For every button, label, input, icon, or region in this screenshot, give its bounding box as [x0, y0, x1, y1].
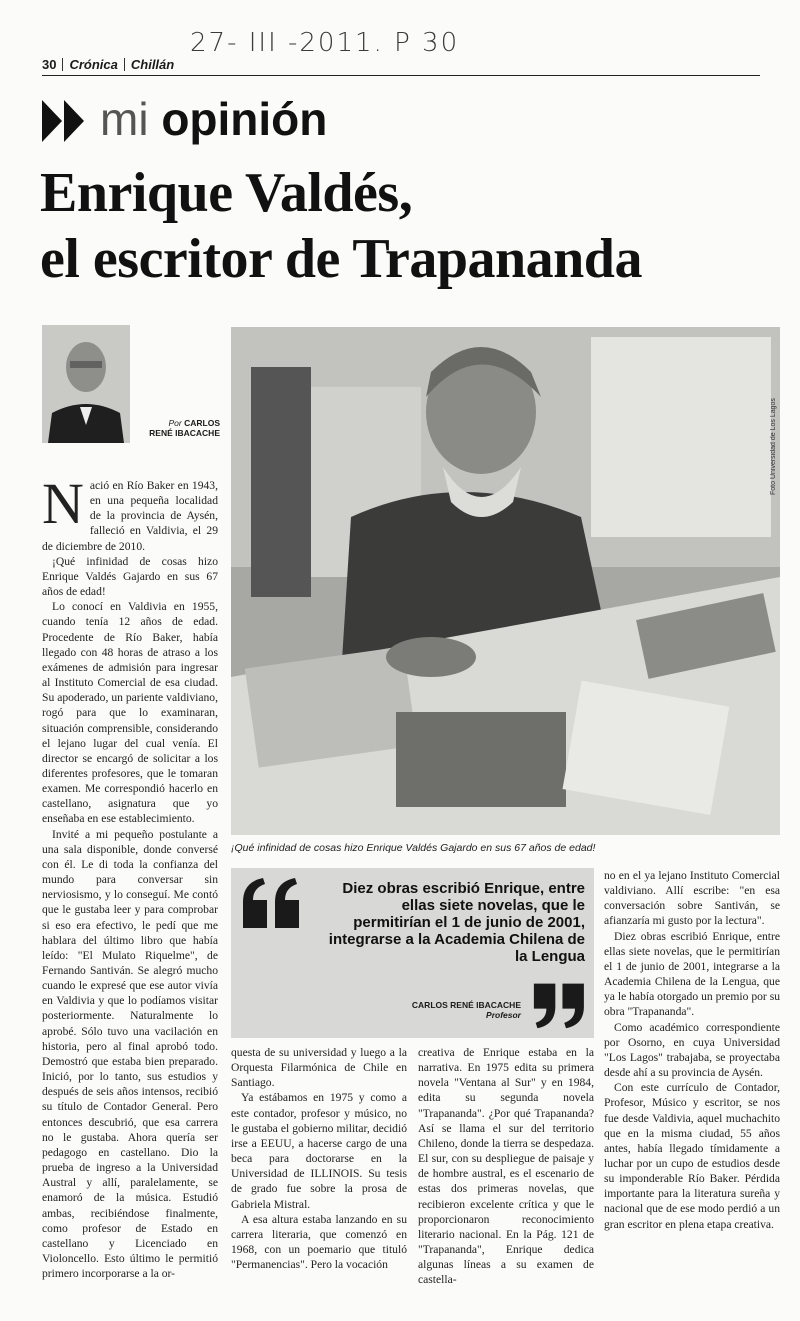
page-header: [42, 57, 174, 72]
open-quote-icon: [241, 876, 303, 937]
article-column-2: [231, 1045, 407, 1272]
paragraph-4: Con este currículo de Contador, Profesor, Músico y escritor, se nos fue desde Valdivia, aquel muchachito que en la misma ciudad, 55 años antes, había llegado tímidamente a luchar por un cupo de estudios desde su imponderable Río Baker. Pérdida importante para la literatura sureña y nacional que de ese modo perdió a un gran escritor en plena etapa creativa.: [604, 1081, 780, 1231]
quote-text: Diez obras escribió Enrique, entre ellas siete novelas, que le permitirían el 1 de junio de 2001, integrarse a la Academia Chilena de la Lengua: [328, 880, 585, 965]
paragraph-2: Diez obras escribió Enrique, entre ellas siete novelas, que le permitirían el 1 de junio de 2001, integrarse a la Academia Chilena de la Lengua, que ya le había otorgado un premio por su obra "Trapananda".: [604, 929, 780, 1019]
header-rule: [42, 75, 760, 76]
kicker-arrows-icon: [40, 96, 92, 151]
paragraph-2: ¡Qué infinidad de cosas hizo Enrique Valdés Gajardo en sus 67 años de edad!: [42, 554, 218, 599]
headline-line-1: Enrique Valdés,: [40, 162, 413, 224]
article-column-4: [604, 868, 780, 1232]
paragraph-2: Ya estábamos en 1975 y como a este contador, profesor y músico, no le gustaba el gobierno militar, decidió irse a EEUU, a hacerse cargo de una beca para doctorarse en la Universidad de ILLINOIS. Su tesis de grado fue sobre la prosa de Gabriela Mistral.: [231, 1091, 407, 1211]
headline-line-2: el escritor de Trapananda: [40, 228, 642, 290]
author-portrait: [42, 325, 130, 443]
kicker-label: mi opinión: [100, 93, 328, 145]
dropcap: N: [42, 471, 84, 536]
section-name: Crónica: [69, 57, 118, 72]
photo-credit: Foto Universidad de Los Lagos: [770, 398, 777, 495]
handwritten-date-note: 27- III -2011. P 30: [190, 28, 460, 58]
main-photo: [231, 327, 780, 835]
paragraph-1: creativa de Enrique estaba en la narrativa. En 1975 edita su primera novela "Ventana al Sur" y en 1984, edita su segunda novela "Trapananda". ¿Por qué Trapananda? Así se llama el sur del territorio Chileno, donde la tierra se despedaza. El sur, con su despliegue de paisaje y de hombre austral, es el escenario de estas dos primeras novelas, que recibieron excelente crítica y que le proporcionaron reconocimiento literario nacional. En la Pág. 121 de "Trapananda", Enrique dedica algunas líneas a su examen de castella-: [418, 1046, 594, 1287]
paragraph-1: no en el ya lejano Instituto Comercial valdiviano. Allí escribe: "en esa conversación sobre Santiván, se afianzaría mi gusto por la lectura".: [604, 869, 780, 928]
paragraph-1: questa de su universidad y luego a la Orquesta Filarmónica de Chile en Santiago.: [231, 1046, 407, 1090]
paragraph-3: A esa altura estaba lanzando en su carrera literaria, que comenzó en 1968, con un poemario que tituló "Permanencias". Pero la vocación: [231, 1212, 407, 1272]
paragraph-3: Como académico correspondiente por Osorno, en cuya Universidad "Los Lagos" trabajaba, se proyectaba desde ahí a su provincia de Aysén.: [604, 1020, 780, 1080]
paragraph-1: Nació en Río Baker en 1943, en una pequeña localidad de la provincia de Aysén, falleció en Valdivia, el 29 de diciembre de 2010.: [42, 471, 218, 553]
article-column-3: [418, 1045, 594, 1288]
headline: [40, 160, 642, 292]
byline: Por CARLOS RENÉ IBACACHE: [149, 418, 220, 438]
article-column-1: [42, 471, 218, 1281]
quote-author: CARLOS RENÉ IBACACHE Profesor: [411, 1000, 521, 1020]
region-name: Chillán: [130, 57, 175, 72]
paragraph-3: Lo conocí en Valdivia en 1955, cuando tenía 12 años de edad. Procedente de Río Baker, había llegado con 48 horas de atraso a los exámenes de admisión para ingresar al Instituto Comercial de esa ciudad. Su apoderado, un pariente valdiviano, rogó para que lo examinaran, situación comprensible, considerando el lejano lugar del cual venía. El director se encargó de solicitar a los diferentes profesores, que le tomaran examen. Me correspondió hacerlo en castellano, asignatura que yo enseñaba en ese establecimiento.: [42, 600, 218, 826]
photo-caption: ¡Qué infinidad de cosas hizo Enrique Valdés Gajardo en sus 67 años de edad!: [231, 842, 596, 854]
close-quote-icon: [529, 980, 587, 1035]
pull-quote: [231, 868, 594, 1038]
page-number: 30: [42, 57, 57, 72]
paragraph-4: Invité a mi pequeño postulante a una sala disponible, donde conversé con él. Le di toda la confianza del mundo para conversar sin nerviosismo, y lo conseguí. Me contó que le gustaba leer y para comprobar si eso era efectivo, le pedí que me hablara del último libro que había leído: "El Mulato Riquelme", de Fernando Santiván. Se alegró mucho cuando le expresé que ese autor vivía en Valdivia y que lo podíamos visitar posteriormente. Naturalmente lo aprobé. Sólo tuvo una vacilación en historia, pero al final aprobó todo. Demostró que estaba bien preparado. Inició, por lo tanto, sus estudios y después de seis años intensos, recibió su título de Contador General. Pero entonces descubrió, que esa carrera no le gustaba. Ahora quería ser pedagogo en castellano. Dio la prueba de ingreso a la Universidad Austral y allí, paralelamente, se enamoró de la música. Estudió ambas, recibiéndose finalmente, como profesor de Estado en castellano y Licenciado en Violoncello. Esto último le permitió primero incorporarse a la or-: [42, 827, 218, 1281]
